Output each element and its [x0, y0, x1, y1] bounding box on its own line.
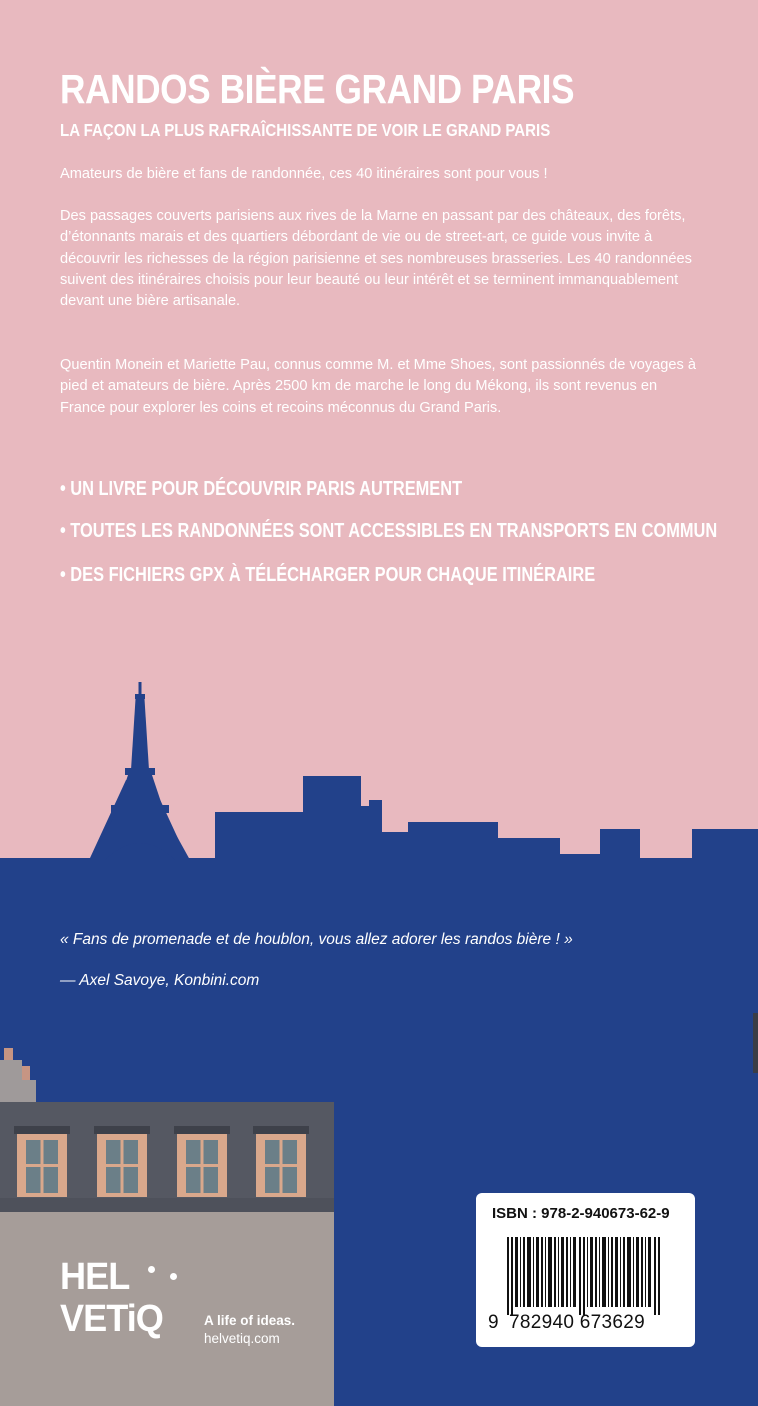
- bullet-point: • DES FICHIERS GPX À TÉLÉCHARGER POUR CHAQUE ITINÉRAIRE: [60, 564, 596, 586]
- isbn-label: ISBN : 978-2-940673-62-9: [492, 1205, 670, 1222]
- publisher-tagline: A life of ideas.: [204, 1313, 296, 1328]
- book-title: RANDOS BIÈRE GRAND PARIS: [60, 66, 575, 112]
- intro-paragraph: Amateurs de bière et fans de randonnée, ces 40 itinéraires sont pour vous !: [60, 166, 548, 182]
- press-quote: « Fans de promenade et de houblon, vous allez adorer les randos bière ! »: [60, 931, 573, 948]
- barcode-icon: [507, 1237, 667, 1315]
- window-icon: [174, 1126, 230, 1197]
- logo-dot-icon: [170, 1273, 177, 1280]
- helvetiq-logo: [60, 1258, 190, 1353]
- description-paragraph: Des passages couverts parisiens aux rives de la Marne en passant par des châteaux, des forêts, d’étonnants marais et des quartiers débordant de vie ou de street-art, ce guide vous invite à découvrir les richesses de la région parisienne et ses nombreuses brasseries. Les 40 randonnées suivent des itinéraires choisis pour leur beauté ou leur intérêt et se terminent immanquablement devant une bière artisanale.: [60, 208, 692, 310]
- bullet-point: • UN LIVRE POUR DÉCOUVRIR PARIS AUTREMENT: [60, 478, 463, 500]
- publisher-website: helvetiq.com: [204, 1331, 280, 1346]
- window-icon: [94, 1126, 150, 1197]
- window-icon: [14, 1126, 70, 1197]
- isbn-first-digit: 9: [488, 1312, 499, 1333]
- book-subtitle: LA FAÇON LA PLUS RAFRAÎCHISSANTE DE VOIR LE GRAND PARIS: [60, 120, 551, 140]
- bullet-point: • TOUTES LES RANDONNÉES SONT ACCESSIBLES EN TRANSPORTS EN COMMUN: [60, 520, 718, 542]
- eiffel-tower-icon: [90, 682, 190, 860]
- quote-attribution: — Axel Savoye, Konbini.com: [60, 972, 260, 989]
- logo-line: VETiQ: [60, 1298, 163, 1340]
- window-icon: [253, 1126, 309, 1197]
- logo-line: HEL: [60, 1256, 130, 1298]
- logo-dot-icon: [148, 1266, 155, 1273]
- isbn-digits: 782940 673629: [509, 1312, 645, 1333]
- isbn-barcode-box: [476, 1193, 695, 1347]
- authors-paragraph: Quentin Monein et Mariette Pau, connus comme M. et Mme Shoes, sont passionnés de voyages à pied et amateurs de bière. Après 2500 km de marche le long du Mékong, ils sont revenus en France pour explorer les coins et recoins méconnus du Grand Paris.: [60, 357, 696, 416]
